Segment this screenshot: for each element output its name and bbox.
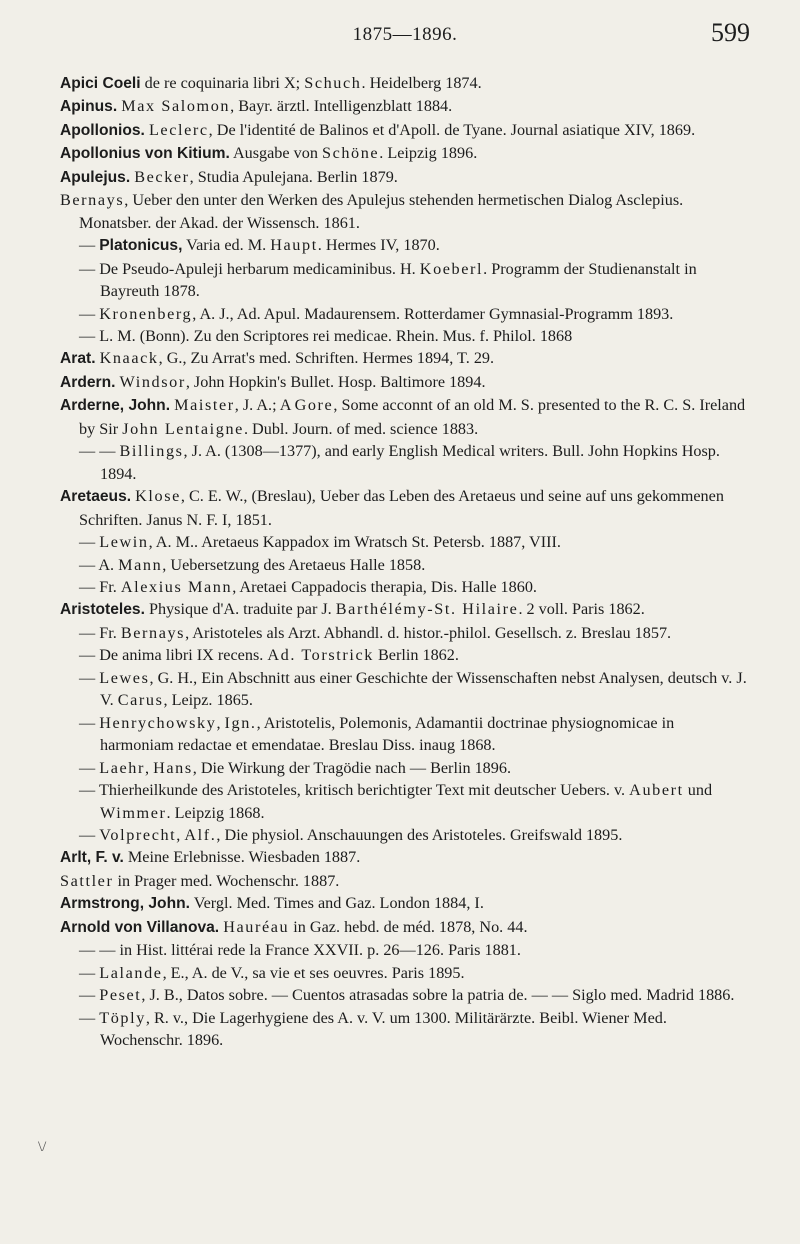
entry-headword: Apollonios. — [60, 121, 145, 139]
entry-text: , Aristoteles als Arzt. Abhandl. d. histor.-philol. Gesellsch. z. Breslau 1857. — [185, 623, 672, 642]
bibliography-subentry — [60, 531, 750, 553]
bibliography-continuation — [60, 870, 750, 892]
entry-text: in Gaz. hebd. de méd. 1878, No. 44. — [289, 917, 528, 936]
author-name: Max Salomon — [121, 97, 231, 116]
entry-text: — Fr. — [79, 577, 121, 596]
author-name: Billings — [119, 442, 184, 461]
entry-text: — L. M. (Bonn). Zu den Scriptores rei medicae. Rhein. Mus. f. Philol. 1868 — [79, 326, 573, 345]
entry-text: — — [79, 986, 100, 1005]
entry-headword: Apinus. — [60, 98, 118, 116]
entry-text: , J. A. (1308—1377), and early English Medical writers. Bull. John Hopkins Hosp. 1894. — [100, 442, 720, 483]
entry-text: , — [176, 825, 185, 844]
author-name: Lewin — [99, 533, 149, 552]
entry-text: , Some acconnt of an old M. S. presented to the R. C. S. Ireland by Sir — [79, 396, 746, 438]
author-name: Laehr — [99, 758, 145, 777]
entry-text: — Thierheilkunde des Aristoteles, kritisch berichtigter Text mit deutscher Uebers. v. — [79, 781, 630, 800]
entry-text: — — [79, 533, 100, 552]
author-name: Ad. Torstrick — [267, 646, 374, 665]
entry-text: — — [79, 713, 100, 732]
bibliography-entry — [60, 916, 750, 939]
entry-headword: Ardern. — [60, 373, 116, 391]
entry-text: . Leipzig 1896. — [379, 144, 478, 163]
bibliography-subentry — [60, 258, 750, 303]
bibliography-subentry — [60, 303, 750, 325]
author-name: Haupt — [270, 236, 318, 255]
entry-text: , G. H., Ein Abschnitt aus einer Geschichte der Wissenschaften nebst Analysen, deutsch v. J. V. — [100, 668, 747, 710]
margin-check-mark: \/ — [38, 1139, 47, 1155]
entry-text: , Leipz. 1865. — [163, 691, 253, 710]
entry-text: Ausgabe von — [229, 144, 322, 163]
entry-headword: Arat. — [60, 350, 96, 368]
entry-headword: Armstrong, John. — [60, 895, 190, 913]
bibliography-subentry — [60, 554, 750, 576]
entry-text: , Bayr. ärztl. Intelligenzblatt 1884. — [230, 97, 453, 116]
entry-text: . Hermes IV, 1870. — [317, 236, 440, 255]
entry-text: Meine Erlebnisse. Wiesbaden 1887. — [123, 848, 361, 867]
author-name: Gore — [294, 396, 334, 415]
entry-text: — De anima libri IX recens. — [79, 646, 268, 665]
entry-text: — — [79, 236, 100, 255]
entry-text: , — [144, 758, 154, 777]
entry-text: . 2 voll. Paris 1862. — [518, 600, 645, 619]
bibliography-subentry — [60, 712, 750, 757]
bibliography-subentry — [60, 757, 750, 779]
entry-text: , G., Zu Arrat's med. Schriften. Hermes 1894, T. 29. — [158, 349, 495, 368]
page-number: 599 — [711, 18, 750, 47]
bibliography-subentry — [60, 1007, 750, 1052]
author-name: Mann — [118, 555, 163, 574]
bibliography-subentry — [60, 234, 750, 257]
author-name: Bernays — [120, 623, 186, 642]
bibliography-subentry — [60, 622, 750, 644]
author-name: Alexius Mann — [120, 577, 233, 596]
bibliography-entry — [60, 95, 750, 118]
entry-text: — Fr. — [79, 623, 121, 642]
bibliography-entry — [60, 371, 750, 394]
entry-text: — — — [79, 442, 120, 461]
bibliography-entry — [60, 485, 750, 531]
author-name: Leclerc — [148, 120, 209, 139]
bibliography-subentry — [60, 440, 750, 485]
author-name: Lewes — [99, 668, 150, 687]
entry-text: , — [216, 713, 225, 732]
running-head — [60, 18, 750, 52]
bibliography-entry — [60, 598, 750, 621]
entry-text: , J. B., Datos sobre. — Cuentos atrasadas sobre la patria de. — — Siglo med. Madrid 1886. — [141, 986, 735, 1005]
author-name: Volprecht — [99, 825, 177, 844]
entry-text: — — [79, 1008, 100, 1027]
author-name: Sattler — [60, 871, 114, 890]
entry-text: — De Pseudo-Apuleji herbarum medicaminibus. H. — [79, 259, 420, 278]
entry-text: . Programm der Studienanstalt in Bayreuth 1878. — [100, 259, 697, 301]
author-name: Schuch — [304, 74, 362, 92]
author-name: Töply — [99, 1008, 146, 1027]
entry-text: , R. v., Die Lagerhygiene des A. v. V. um 1300. Militärärzte. Beibl. Wiener Med. Wochenschr. 1896. — [100, 1008, 667, 1050]
author-name: Koeberl — [419, 259, 484, 278]
entry-headword: Platonicus, — [99, 237, 183, 255]
entry-headword: Arderne, John. — [60, 397, 171, 415]
entry-headword: Apollonius von Kitium. — [60, 145, 230, 163]
entry-text: — — [79, 963, 100, 982]
entry-text: in Prager med. Wochenschr. 1887. — [113, 871, 340, 890]
author-name: Alf. — [184, 825, 217, 844]
entry-headword: Arnold von Villanova. — [60, 918, 220, 936]
author-name: Schöne — [321, 144, 380, 163]
entry-text: . Leipzig 1868. — [166, 803, 265, 822]
entry-text: , John Hopkin's Bullet. Hosp. Baltimore 1894. — [185, 372, 486, 391]
author-name: Bernays — [60, 191, 125, 210]
entry-text: Physique d'A. traduite par J. — [144, 600, 336, 619]
entry-text: Vergl. Med. Times and Gaz. London 1884, I. — [189, 894, 484, 913]
entry-text: , Studia Apulejana. Berlin 1879. — [189, 167, 398, 186]
entry-text: — — [79, 668, 100, 687]
bibliography-subentry — [60, 325, 750, 347]
bibliography-entry — [60, 166, 750, 189]
entry-text: , J. A.; A — [234, 396, 295, 415]
bibliography-entry — [60, 892, 750, 915]
bibliography-subentry — [60, 779, 750, 824]
author-name: Barthélémy-St. Hilaire — [335, 600, 519, 619]
entry-headword: Arlt, F. v. — [60, 849, 124, 867]
bibliography-entry — [60, 394, 750, 440]
bibliography-subentry — [60, 576, 750, 598]
bibliography-entry — [60, 347, 750, 370]
entry-text: — — [79, 825, 100, 844]
author-name: Windsor — [119, 372, 186, 391]
entry-text: — — [79, 758, 100, 777]
entry-text: , Die physiol. Anschauungen des Aristoteles. Greifswald 1895. — [216, 825, 623, 844]
entry-text: — — [79, 304, 100, 323]
entry-headword: Aristoteles. — [60, 601, 145, 619]
author-name: Hans — [153, 758, 193, 777]
author-name: Ign. — [224, 713, 257, 732]
author-name: Wimmer — [100, 803, 167, 822]
entry-headword: Apici Coeli — [60, 75, 141, 92]
entry-text: , C. E. W., (Breslau), Ueber das Leben des Aretaeus und seine auf uns gekommenen Schriften. Janus N. F. I, 1851. — [79, 487, 724, 529]
entry-text: , De l'identité de Balinos et d'Apoll. de Tyane. Journal asiatique XIV, 1869. — [208, 120, 696, 139]
bibliography-entry — [60, 846, 750, 869]
author-name: Hauréau — [223, 917, 290, 936]
bibliography-subentry — [60, 939, 750, 961]
entry-text: , Uebersetzung des Aretaeus Halle 1858. — [162, 555, 426, 574]
bibliography-subentry — [60, 667, 750, 712]
entry-text: , Aretaei Cappadocis therapia, Dis. Halle 1860. — [232, 577, 537, 596]
author-name: Henrychowsky — [99, 713, 217, 732]
entry-text: , Ueber den unter den Werken des Apulejus stehenden hermetischen Dialog Asclepius. Monatsber. der Akad. der Wissensch. 1861. — [79, 191, 684, 232]
author-name: Klose — [135, 487, 181, 506]
author-name: Lalande — [99, 963, 163, 982]
author-name: Aubert — [629, 781, 684, 800]
entry-text: , E., A. de V., sa vie et ses oeuvres. Paris 1895. — [162, 963, 465, 982]
author-name: Becker — [134, 167, 190, 186]
entry-text: , A. M.. Aretaeus Kappadox im Wratsch St. Petersb. 1887, VIII. — [148, 533, 561, 552]
author-name: Knaack — [99, 349, 159, 368]
bibliography-entry — [60, 142, 750, 165]
entry-text: . Dubl. Journ. of med. science 1883. — [243, 419, 479, 438]
entry-text: , A. J., Ad. Apul. Madaurensem. Rotterdamer Gymnasial-Programm 1893. — [192, 304, 674, 323]
bibliography-subentry — [60, 824, 750, 846]
entry-text: und — [683, 781, 713, 800]
author-name: John Lentaigne — [122, 419, 244, 438]
entry-headword: Apulejus. — [60, 168, 131, 186]
entry-headword: Aretaeus. — [60, 488, 132, 506]
running-head-years: 1875—1896. — [352, 24, 458, 45]
entry-text: . Heidelberg 1874. — [361, 74, 482, 92]
bibliography-entry — [60, 119, 750, 142]
author-name: Maister — [174, 396, 235, 415]
bibliography-subentry — [60, 984, 750, 1006]
entry-text: Berlin 1862. — [373, 646, 459, 665]
entry-text: de re coquinaria libri X; — [140, 74, 305, 92]
bibliography-subentry — [60, 962, 750, 984]
bibliography-list — [60, 72, 750, 1051]
author-name: Peset — [99, 986, 142, 1005]
entry-text: — — in Hist. littérai rede la France XXVII. p. 26—126. Paris 1881. — [79, 941, 521, 960]
bibliography-continuation — [60, 189, 750, 234]
entry-text: , Aristotelis, Polemonis, Adamantii doctrinae physiognomicae in harmoniam redactae et emendatae. Breslau Diss. inaug 1868. — [100, 713, 675, 755]
bibliography-subentry — [60, 644, 750, 666]
entry-text: — A. — [79, 555, 119, 574]
entry-text: , Die Wirkung der Tragödie nach — Berlin 1896. — [192, 758, 512, 777]
bibliography-entry — [60, 72, 750, 95]
entry-text: Varia ed. M. — [182, 236, 271, 255]
author-name: Kronenberg — [99, 304, 193, 323]
author-name: Carus — [117, 691, 164, 710]
